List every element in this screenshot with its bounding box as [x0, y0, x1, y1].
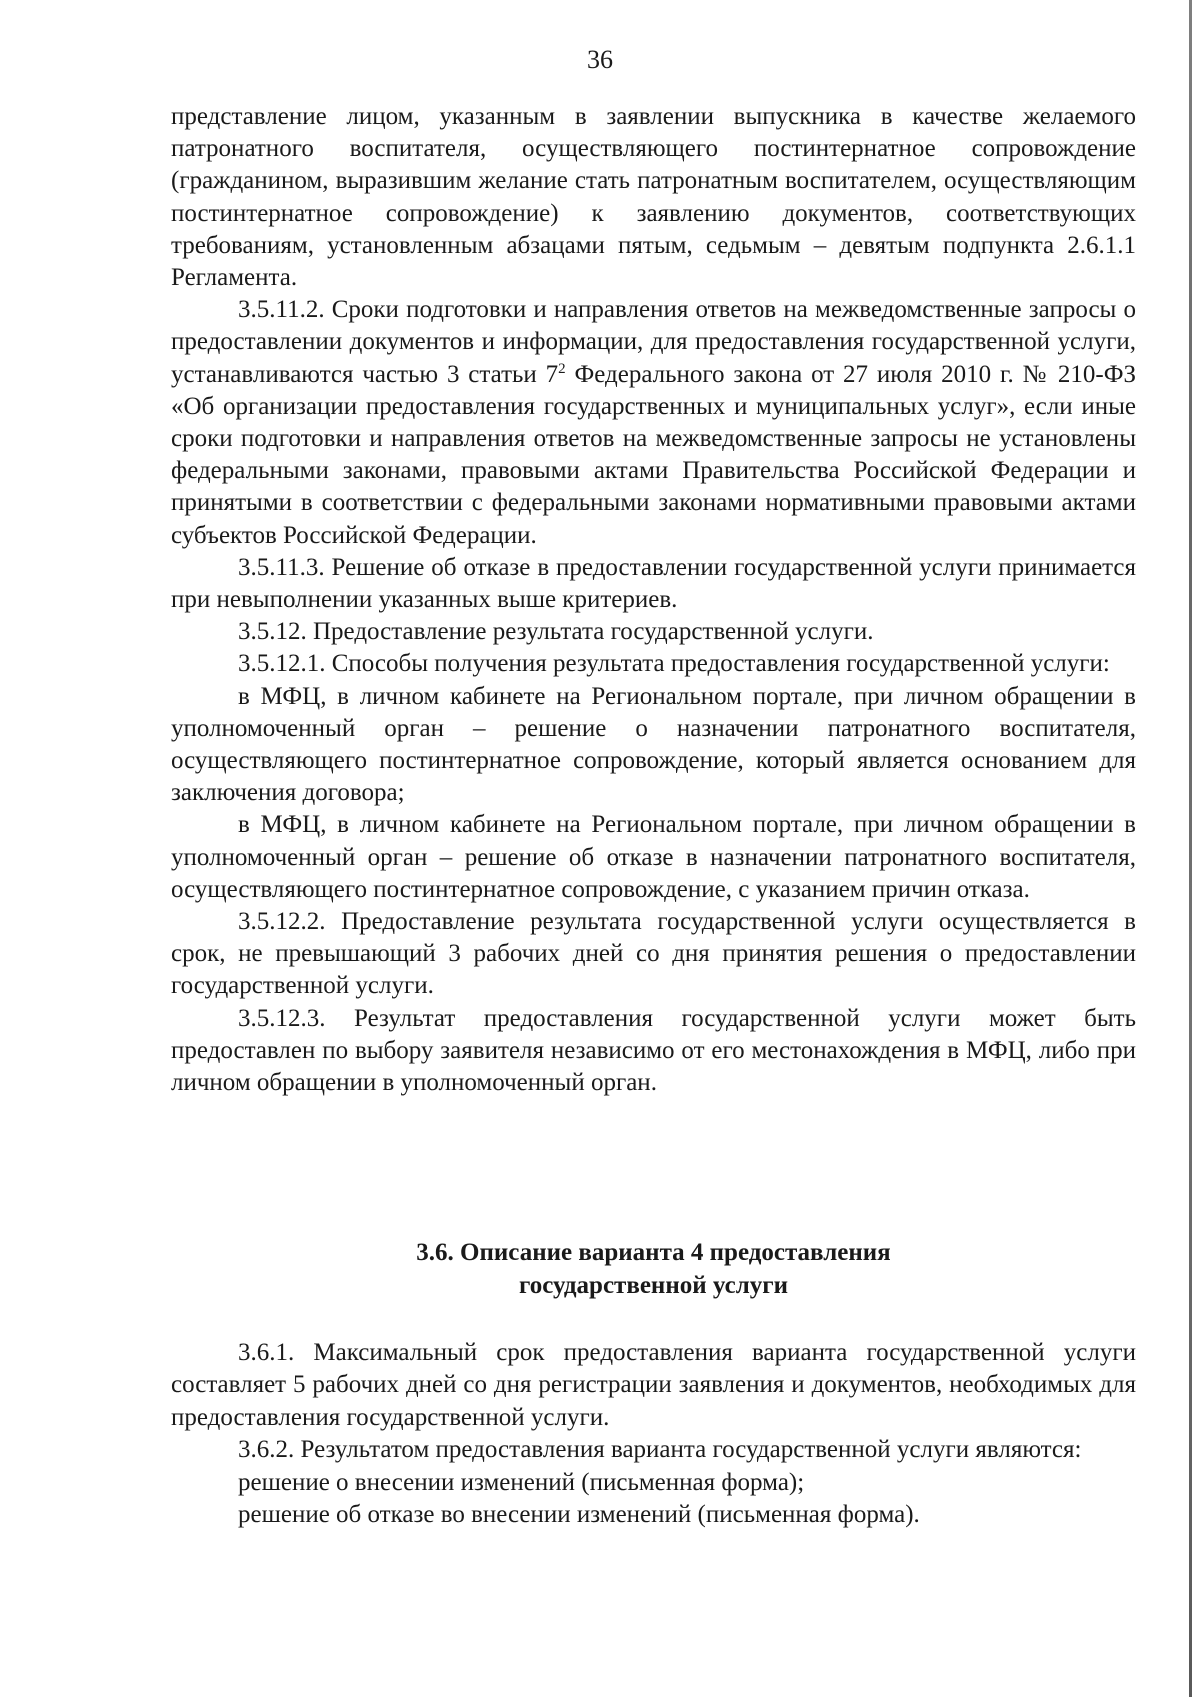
paragraph-3-5-11-2-part1: 3.5.11.2. Сроки подготовки и направления ответов на межведомственные запросы о предоставлении документов и информации, для предоставления государственной услуги, устанавливаются частью 3 статьи 7	[171, 296, 1136, 388]
paragraph-3-5-11-3: 3.5.11.3. Решение об отказе в предоставлении государственной услуги принимается при невыполнении указанных выше критериев.	[171, 553, 1136, 614]
section-heading-line1: 3.6. Описание варианта 4 предоставления	[416, 1239, 891, 1266]
paragraph-3-5-11-2-part2: Федерального закона от 27 июля 2010 г. № 210-ФЗ «Об организации предоставления государственных и муниципальных услуг», если иные сроки подготовки и направления ответов на межведомственные запросы не установлены федеральными законами, правовыми актами Правительства Российской Федерации и принятыми в соответствии с федеральными законами нормативными правовыми актами субъектов Российской Федерации.	[171, 360, 1136, 549]
section-heading	[171, 1236, 1136, 1302]
section-heading-line2: государственной услуги	[518, 1272, 789, 1299]
paragraph-result-1: решение о внесении изменений (письменная форма);	[238, 1468, 805, 1496]
body-text-top	[171, 101, 1136, 1099]
paragraph-3-5-12-3: 3.5.12.3. Результат предоставления государственной услуги может быть предоставлен по выбору заявителя независимо от его местонахождения в МФЦ, либо при личном обращении в уполномоченный орган.	[171, 1004, 1136, 1097]
page-number: 36	[587, 45, 613, 74]
superscript-2: 2	[558, 360, 566, 377]
paragraph-3-6-2: 3.6.2. Результатом предоставления варианта государственной услуги являются:	[238, 1436, 1082, 1464]
scan-edge-line	[1189, 0, 1192, 1697]
body-text-bottom	[171, 1337, 1136, 1531]
paragraph-3-6-1: 3.6.1. Максимальный срок предоставления варианта государственной услуги составляет 5 рабочих дней со дня регистрации заявления и документов, необходимых для предоставления государственной услуги.	[171, 1339, 1136, 1431]
paragraph-mfc-2: в МФЦ, в личном кабинете на Региональном портале, при личном обращении в уполномоченный орган – решение об отказе в назначении патронатного воспитателя, осуществляющего постинтернатное сопровождение, с указанием причин отказа.	[171, 811, 1136, 903]
paragraph-3-5-11-2	[171, 294, 1136, 552]
paragraph-continuation: представление лицом, указанным в заявлении выпускника в качестве желаемого патронатного воспитателя, осуществляющего постинтернатное сопровождение (гражданином, выразившим желание стать патронатным воспитателем, осуществляющим постинтернатное сопровождение) к заявлению документов, соответствующих требованиям, установленным абзацами пятым, седьмым – девятым подпункта 2.6.1.1 Регламента.	[171, 103, 1136, 292]
paragraph-mfc-1: в МФЦ, в личном кабинете на Региональном портале, при личном обращении в уполномоченный орган – решение о назначении патронатного воспитателя, осуществляющего постинтернатное сопровождение, который является основанием для заключения договора;	[171, 682, 1136, 807]
paragraph-3-5-12-1: 3.5.12.1. Способы получения результата предоставления государственной услуги:	[238, 650, 1110, 678]
paragraph-result-2: решение об отказе во внесении изменений (письменная форма).	[238, 1501, 920, 1529]
paragraph-3-5-12-2: 3.5.12.2. Предоставление результата государственной услуги осуществляется в срок, не превышающий 3 рабочих дней со дня принятия решения о предоставлении государственной услуги.	[171, 908, 1136, 1000]
paragraph-3-5-12: 3.5.12. Предоставление результата государственной услуги.	[238, 618, 874, 646]
